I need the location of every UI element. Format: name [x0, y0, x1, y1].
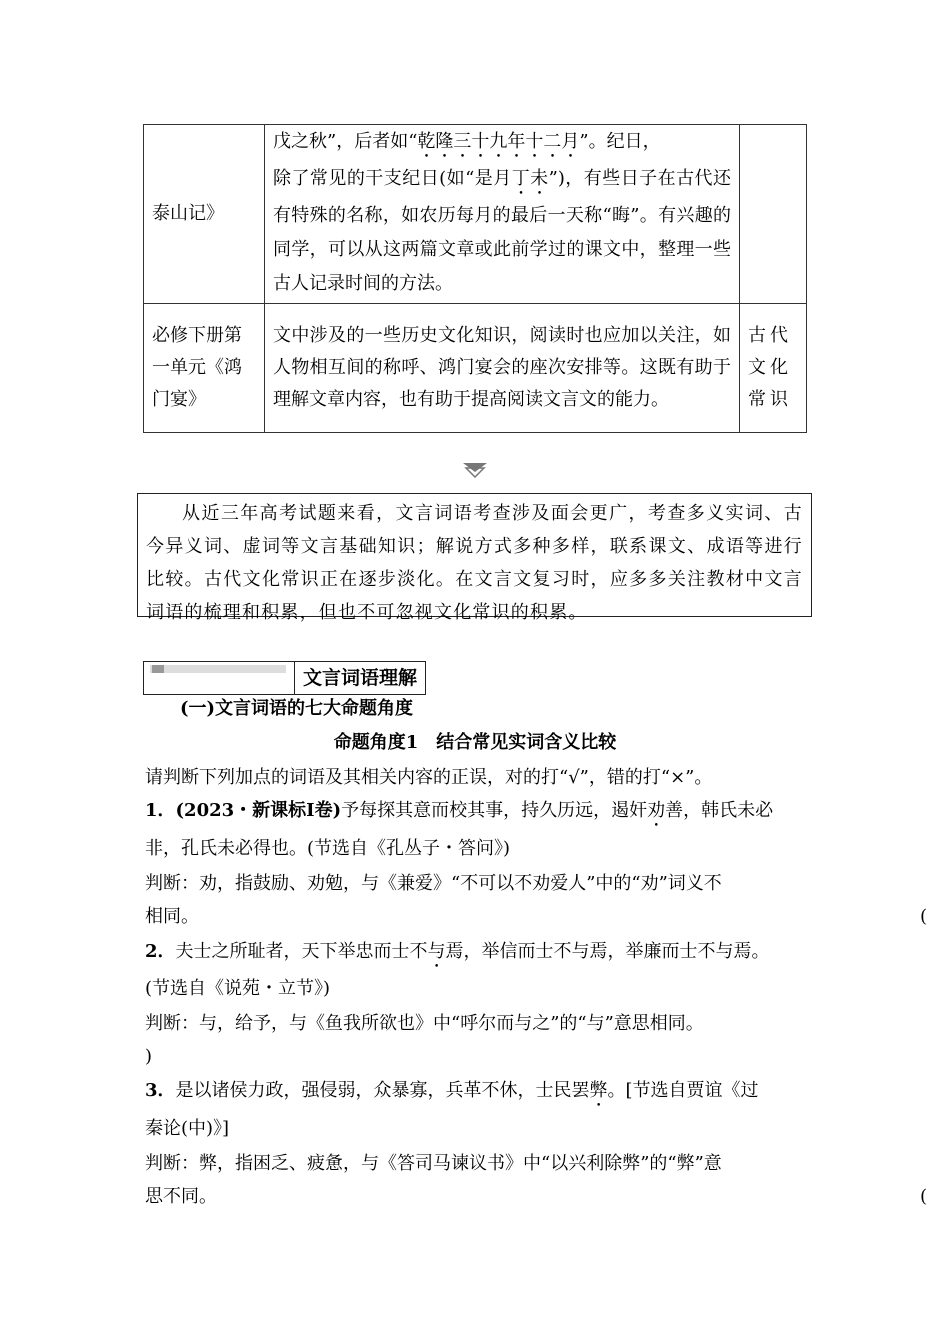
question-3: 3．是以诸侯力政，强侵弱，众暴寡，兵革不休，士民罢弊。[节选自贾谊《过	[145, 1080, 759, 1101]
question-source: (2023・新课标Ⅰ卷)	[175, 800, 342, 821]
table-row	[144, 304, 807, 433]
table-row	[144, 125, 807, 304]
question-2: 2．夫士之所耻者，天下举忠而士不与焉，举信而士不与焉，举廉而士不与焉。	[145, 941, 770, 962]
summary-box	[137, 493, 812, 623]
answer-paren: (	[920, 906, 928, 927]
section-header	[143, 661, 426, 695]
book-title: 泰山记》	[152, 203, 224, 224]
answer-paren: (	[920, 1186, 928, 1207]
section-header-decoration	[144, 662, 295, 694]
table-cell-content: 戊之秋”，后者如“乾隆三十九年十二月”。纪日， 除了常见的干支纪日(如“是月丁未”)，有些日子在古代还有特殊的名称，如农历每月的最后一天称“晦”。有兴趣的同学，可以从这两篇文章或此前学过的课文中，整理一些古人记录时间的方法。	[265, 125, 740, 304]
angle-heading: 命题角度1 结合常见实词含义比较	[333, 732, 617, 753]
dotted-word: 弊	[589, 1080, 608, 1101]
dotted-word: 劝	[647, 800, 666, 821]
table-cell-category	[740, 304, 807, 433]
dotted-word: 与	[427, 941, 446, 962]
judgement-3: 判断：弊，指困乏、疲惫，与《答司马谏议书》中“以兴利除弊”的“弊”意	[145, 1153, 722, 1174]
judgement-3-cont: 思不同。	[145, 1186, 217, 1207]
dotted-text: 丁未	[511, 168, 549, 189]
judgement-1-cont: 相同。	[145, 906, 199, 927]
chevron-down-icon	[462, 462, 488, 478]
table-cell-content: 文中涉及的一些历史文化知识，阅读时也应加以关注，如人物相互间的称呼、鸿门宴会的座次安排等。这既有助于理解文章内容，也有助于提高阅读文言文的能力。	[265, 304, 740, 433]
category-label: 古代文化常识	[748, 325, 792, 410]
summary-text: 从近三年高考试题来看，文言词语考查涉及面会更广，考查多义实词、古今异义词、虚词等文言基础知识；解说方式多种多样，联系课文、成语等进行比较。古代文化常识正在逐步淡化。在文言文复习时，应多多关注教材中文言词语的梳理和积累，但也不可忽视文化常识的积累。	[146, 503, 803, 623]
dotted-text: 乾隆三十九年十二月	[417, 131, 580, 152]
question-1-cont: 非，孔氏未必得也。(节选自《孔丛子・答问》)	[145, 838, 511, 859]
judgement-2-cont: )	[145, 1046, 153, 1067]
book-title: 必修下册第一单元《鸿门宴》	[152, 325, 242, 410]
judgement-2: 判断：与，给予，与《鱼我所欲也》中“呼尔而与之”的“与”意思相同。	[145, 1013, 704, 1034]
subtitle: (一)文言词语的七大命题角度	[180, 698, 414, 719]
question-3-cont: 秦论(中)》]	[145, 1118, 230, 1139]
table-cell-book	[144, 125, 265, 304]
judgement-1: 判断：劝，指鼓励、劝勉，与《兼爱》“不可以不劝爱人”中的“劝”词义不	[145, 873, 722, 894]
knowledge-table	[143, 124, 807, 433]
table-cell-book	[144, 304, 265, 433]
question-2-cont: (节选自《说苑・立节》)	[145, 978, 331, 999]
question-1: 1．(2023・新课标Ⅰ卷)予每探其意而校其事，持久历远，遏奸劝善，韩氏未必	[145, 800, 774, 821]
section-title: 文言词语理解	[302, 667, 417, 689]
instruction: 请判断下列加点的词语及其相关内容的正误，对的打“√”，错的打“×”。	[145, 767, 713, 788]
table-cell-category	[740, 125, 807, 304]
